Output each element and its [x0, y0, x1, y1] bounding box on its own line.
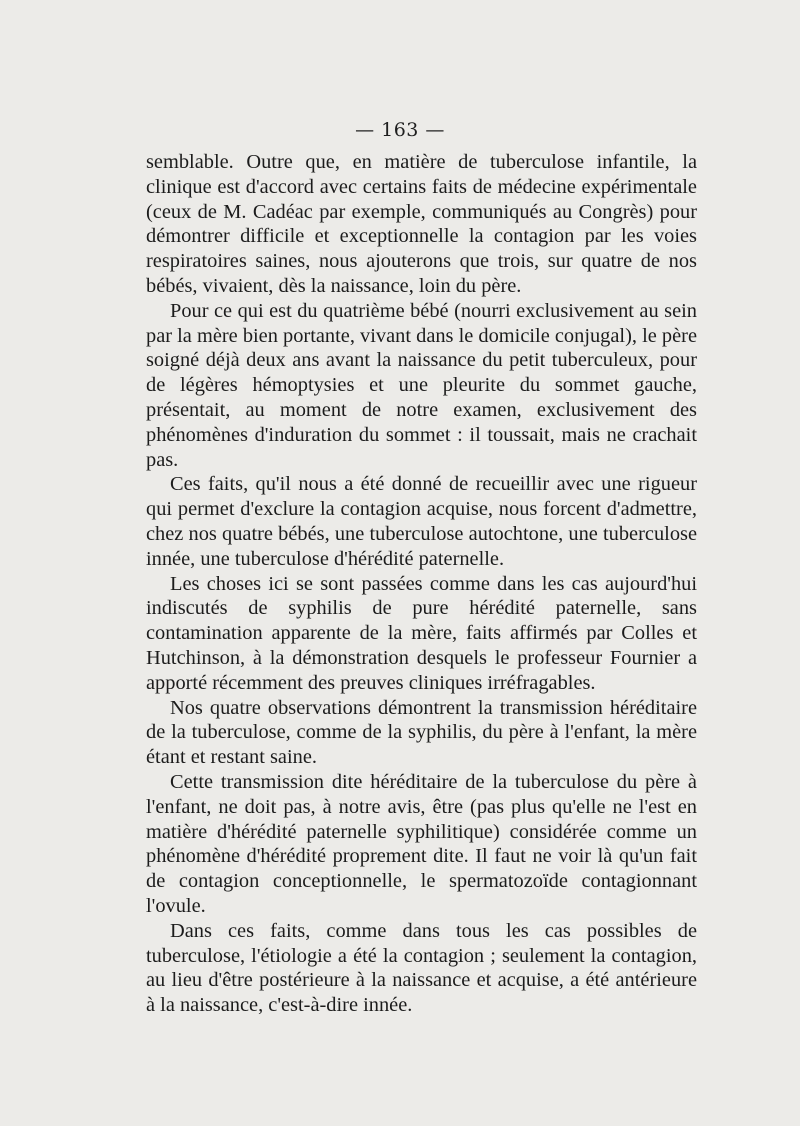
paragraph-4: Les choses ici se sont passées comme dans les cas aujourd'hui indiscutés de syphilis de pure hérédité paternelle, sans contamination apparente de la mère, faits affirmés par Colles et Hutchinson, à la démonstration desquels le professeur Fournier a apporté récemment des preuves cliniques irréfragables.: [146, 572, 697, 694]
body-text: [146, 150, 697, 1018]
paragraph-3: Ces faits, qu'il nous a été donné de recueillir avec une rigueur qui permet d'exclure la contagion acquise, nous forcent d'admettre, chez nos quatre bébés, une tuberculose autochtone, une tuberculose innée, une tuberculose d'hérédité paternelle.: [146, 473, 697, 570]
paragraph-6: Cette transmission dite héréditaire de la tuberculose du père à l'enfant, ne doit pas, à notre avis, être (pas plus qu'elle ne l'est en matière d'hérédité paternelle syphilitique) considérée comme un phénomène d'hérédité proprement dite. Il faut ne voir là qu'un fait de contagion conceptionnelle, le spermatozoïde contagionnant l'ovule.: [146, 770, 697, 917]
paragraph-7: Dans ces faits, comme dans tous les cas possibles de tuberculose, l'étiologie a été la contagion ; seulement la contagion, au lieu d'être postérieure à la naissance et acquise, a été antérieure à la naissance, c'est-à-dire innée.: [146, 919, 697, 1017]
page-number: — 163 —: [355, 119, 445, 141]
paragraph-5: Nos quatre observations démontrent la transmission héréditaire de la tuberculose, comme de la syphilis, du père à l'enfant, la mère étant et restant saine.: [146, 696, 697, 769]
paragraph-2: Pour ce qui est du quatrième bébé (nourri exclusivement au sein par la mère bien portante, vivant dans le domicile conjugal), le père soigné déjà deux ans avant la naissance du petit tuberculeux, pour de légères hémoptysies et une pleurite du sommet gauche, présentait, au moment de notre examen, exclusivement des phénomènes d'induration du sommet : il toussait, mais ne crachait pas.: [146, 299, 697, 471]
paragraph-1: semblable. Outre que, en matière de tuberculose infantile, la clinique est d'accord avec certains faits de médecine expérimentale (ceux de M. Cadéac par exemple, communiqués au Congrès) pour démontrer difficile et exceptionnelle la contagion par les voies respiratoires saines, nous ajouterons que trois, sur quatre de nos bébés, vivaient, dès la naissance, loin du père.: [146, 151, 697, 297]
